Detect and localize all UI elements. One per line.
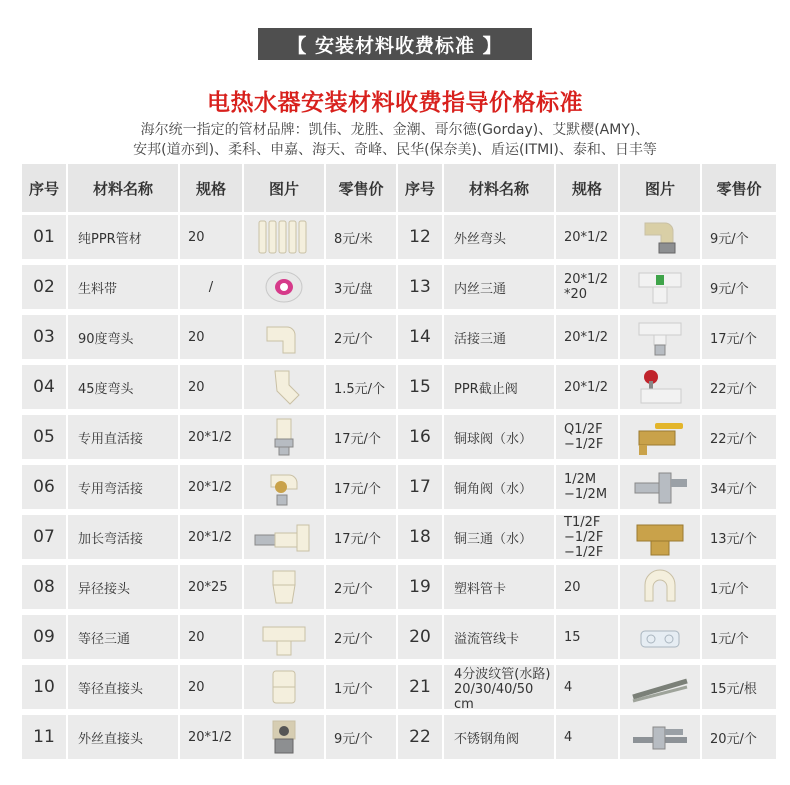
product-image [244,365,324,409]
cell-price [326,515,396,559]
cell-no [22,565,66,609]
product-image [620,265,700,309]
reducer-icon [253,567,315,607]
product-image [620,665,700,709]
cell-name [444,615,554,659]
page-title: 电热水器安装材料收费指导价格标准 [207,90,583,116]
cell-name [444,515,554,559]
long-elbow-union-icon [253,517,315,557]
cell-no [398,665,442,709]
price-text: 1元/个 [334,681,373,697]
no-text: 15 [409,377,431,397]
angle-valve-icon [629,467,691,507]
cell-name [68,565,178,609]
cell-no [398,415,442,459]
cell-no [398,365,442,409]
cell-spec [180,465,242,509]
spec-text: / [208,279,214,295]
cell-no [398,715,442,759]
spec-text: 15 [564,629,581,645]
cell-name [68,665,178,709]
price-text: 17元/个 [334,431,381,447]
spec-text: Q1/2F −1/2F [564,422,604,452]
price-text: 17元/个 [334,531,381,547]
product-image [244,715,324,759]
cell-price [326,615,396,659]
price-text: 1元/个 [710,631,749,647]
product-image [244,615,324,659]
cell-name [68,265,178,309]
cell-name [68,465,178,509]
cell-name [68,615,178,659]
spec-text: 20*1/2 [188,429,232,445]
cell-name [444,665,554,712]
cell-price [702,615,776,659]
cell-name [68,315,178,359]
header-spec-left: 规格 [180,164,242,212]
cell-spec [556,615,618,659]
name-text: 异径接头 [78,581,131,597]
product-image [244,415,324,459]
price-text: 17元/个 [334,481,381,497]
cell-price [326,365,396,409]
product-image [244,515,324,559]
spec-text: 20*1/2 [564,329,608,345]
cell-spec [556,515,618,559]
product-image [244,265,324,309]
header-name-left: 材料名称 [68,164,178,212]
name-text: 铜角阀（水） [454,481,533,497]
cell-spec [180,515,242,559]
cell-price [702,215,776,259]
spec-text: 20 [188,679,205,695]
cell-price [326,665,396,709]
cell-price [702,265,776,309]
name-text: 外丝直接头 [78,731,144,747]
cell-price [702,715,776,759]
no-text: 20 [409,627,431,647]
spec-text: 20*1/2 [564,229,608,245]
cell-spec [556,565,618,609]
price-text: 9元/个 [334,731,373,747]
name-text: 内丝三通 [454,281,507,297]
no-text: 05 [33,427,55,447]
header-price-left: 零售价 [326,164,396,212]
coupling-icon [253,667,315,707]
elbow-90-icon [253,317,315,357]
cell-name [444,215,554,259]
name-text: 加长弯活接 [78,531,144,547]
cell-price [326,215,396,259]
cell-name [68,215,178,259]
price-text: 20元/个 [710,731,757,747]
steel-angle-valve-icon [629,717,691,757]
spec-text: 20*1/2 [188,529,232,545]
name-text: 外丝弯头 [454,231,507,247]
cell-name [68,415,178,459]
product-image [620,415,700,459]
product-image [620,315,700,359]
product-image [244,465,324,509]
cell-spec [180,665,242,709]
product-image [620,615,700,659]
cell-spec [556,465,618,509]
product-image [620,365,700,409]
no-text: 09 [33,627,55,647]
cell-name [444,415,554,459]
cell-no [22,665,66,709]
cell-no [22,215,66,259]
name-text: 等径三通 [78,631,131,647]
price-text: 22元/个 [710,431,757,447]
pipe-bundle-icon [253,217,315,257]
cell-price [702,565,776,609]
cell-price [702,415,776,459]
cell-name [444,715,554,759]
no-text: 14 [409,327,431,347]
cell-spec [180,215,242,259]
cell-no [398,515,442,559]
price-table [22,164,776,770]
spec-text: 20 [564,579,581,595]
name-text: 铜三通（水） [454,531,533,547]
spec-text: 20*25 [188,579,228,595]
female-thread-tee-icon [629,267,691,307]
name-text: 专用直活接 [78,431,144,447]
price-text: 15元/根 [710,681,757,697]
no-text: 10 [33,677,55,697]
spec-text: 4 [564,679,573,695]
price-text: 8元/米 [334,231,373,247]
product-image [244,565,324,609]
cell-price [326,565,396,609]
cell-spec [556,265,618,309]
cell-no [22,315,66,359]
cell-spec [556,665,618,709]
name-text: 溢流管线卡 [454,631,520,647]
price-text: 22元/个 [710,381,757,397]
cell-price [702,365,776,409]
no-text: 01 [33,227,55,247]
cell-price [702,665,776,709]
cell-no [22,715,66,759]
no-text: 04 [33,377,55,397]
elbow-45-icon [253,367,315,407]
pipe-clip-icon [629,567,691,607]
no-text: 22 [409,727,431,747]
cell-spec [180,365,242,409]
product-image [620,515,700,559]
price-text: 13元/个 [710,531,757,547]
cell-no [22,265,66,309]
cell-no [22,515,66,559]
cell-spec [180,315,242,359]
name-text: 纯PPR管材 [78,231,142,247]
cell-spec [556,365,618,409]
section-banner: 【 安装材料收费标准 】 [258,28,532,60]
no-text: 18 [409,527,431,547]
spec-text: T1/2F −1/2F −1/2F [564,514,604,560]
price-text: 2元/个 [334,631,373,647]
no-text: 06 [33,477,55,497]
product-image [620,565,700,609]
name-text: 4分波纹管(水路) 20/30/40/50 cm [454,666,551,712]
spec-text: 20*1/2 [188,729,232,745]
price-text: 2元/个 [334,331,373,347]
union-tee-icon [629,317,691,357]
cell-no [398,265,442,309]
corrugated-hose-icon [629,667,691,707]
price-text: 34元/个 [710,481,757,497]
name-text: 专用弯活接 [78,481,144,497]
no-text: 02 [33,277,55,297]
straight-union-icon [253,417,315,457]
price-text: 1.5元/个 [334,381,386,397]
stop-valve-icon [629,367,691,407]
cell-price [702,465,776,509]
price-text: 1元/个 [710,581,749,597]
cell-name [444,265,554,309]
no-text: 03 [33,327,55,347]
product-image [620,715,700,759]
cell-no [398,465,442,509]
price-text: 9元/个 [710,231,749,247]
cell-no [398,215,442,259]
cell-name [68,715,178,759]
cell-spec [556,315,618,359]
spec-text: 20 [188,379,205,395]
header-no-left: 序号 [22,164,66,212]
name-text: 生料带 [78,281,118,297]
spec-text: 20*1/2 [188,479,232,495]
no-text: 19 [409,577,431,597]
spec-text: 20*1/2 *20 [564,272,608,302]
header-pic-right: 图片 [620,164,700,212]
cell-price [326,315,396,359]
name-text: 45度弯头 [78,381,134,397]
spec-text: 20 [188,629,205,645]
male-thread-elbow-icon [629,217,691,257]
product-image [244,215,324,259]
header-no-right: 序号 [398,164,442,212]
brands-line-2: 安邦(道亦到)、柔科、申嘉、海天、奇峰、民华(保奈美)、盾运(ITMI)、泰和、日丰等 [133,142,657,158]
cell-name [68,365,178,409]
tape-roll-icon [253,267,315,307]
cell-no [22,615,66,659]
tee-icon [253,617,315,657]
header-spec-right: 规格 [556,164,618,212]
no-text: 12 [409,227,431,247]
product-image [620,465,700,509]
product-image [244,665,324,709]
cell-price [702,315,776,359]
name-text: 塑料管卡 [454,581,507,597]
ball-valve-icon [629,417,691,457]
spec-text: 4 [564,729,573,745]
no-text: 08 [33,577,55,597]
cell-spec [180,265,242,309]
price-text: 17元/个 [710,331,757,347]
no-text: 11 [33,727,55,747]
cell-spec [556,715,618,759]
spec-text: 20*1/2 [564,379,608,395]
male-thread-coupling-icon [253,717,315,757]
cell-price [326,415,396,459]
price-text: 3元/盘 [334,281,373,297]
brass-tee-icon [629,517,691,557]
cell-no [398,315,442,359]
spec-text: 20 [188,329,205,345]
cell-spec [180,715,242,759]
cell-no [398,565,442,609]
no-text: 21 [409,677,431,697]
overflow-clip-icon [629,617,691,657]
name-text: 等径直接头 [78,681,144,697]
cell-name [444,315,554,359]
cell-price [326,715,396,759]
cell-no [22,465,66,509]
name-text: PPR截止阀 [454,381,518,397]
header-price-right: 零售价 [702,164,776,212]
cell-name [444,365,554,409]
cell-spec [180,415,242,459]
cell-spec [556,215,618,259]
name-text: 活接三通 [454,331,507,347]
elbow-union-icon [253,467,315,507]
brands-line-1: 海尔统一指定的管材品牌：凯伟、龙胜、金潮、哥尔德(Gorday)、艾默樱(AMY)、 [140,122,650,138]
no-text: 17 [409,477,431,497]
no-text: 13 [409,277,431,297]
cell-spec [180,565,242,609]
header-pic-left: 图片 [244,164,324,212]
cell-no [22,365,66,409]
cell-spec [556,415,618,459]
cell-price [326,465,396,509]
price-text: 9元/个 [710,281,749,297]
cell-name [444,565,554,609]
cell-no [398,615,442,659]
cell-price [702,515,776,559]
cell-name [444,465,554,509]
header-name-right: 材料名称 [444,164,554,212]
no-text: 16 [409,427,431,447]
cell-spec [180,615,242,659]
cell-name [68,515,178,559]
name-text: 90度弯头 [78,331,134,347]
spec-text: 1/2M −1/2M [564,472,608,502]
spec-text: 20 [188,229,205,245]
price-text: 2元/个 [334,581,373,597]
cell-no [22,415,66,459]
product-image [620,215,700,259]
product-image [244,315,324,359]
name-text: 不锈钢角阀 [454,731,520,747]
name-text: 铜球阀（水） [454,431,533,447]
cell-price [326,265,396,309]
no-text: 07 [33,527,55,547]
